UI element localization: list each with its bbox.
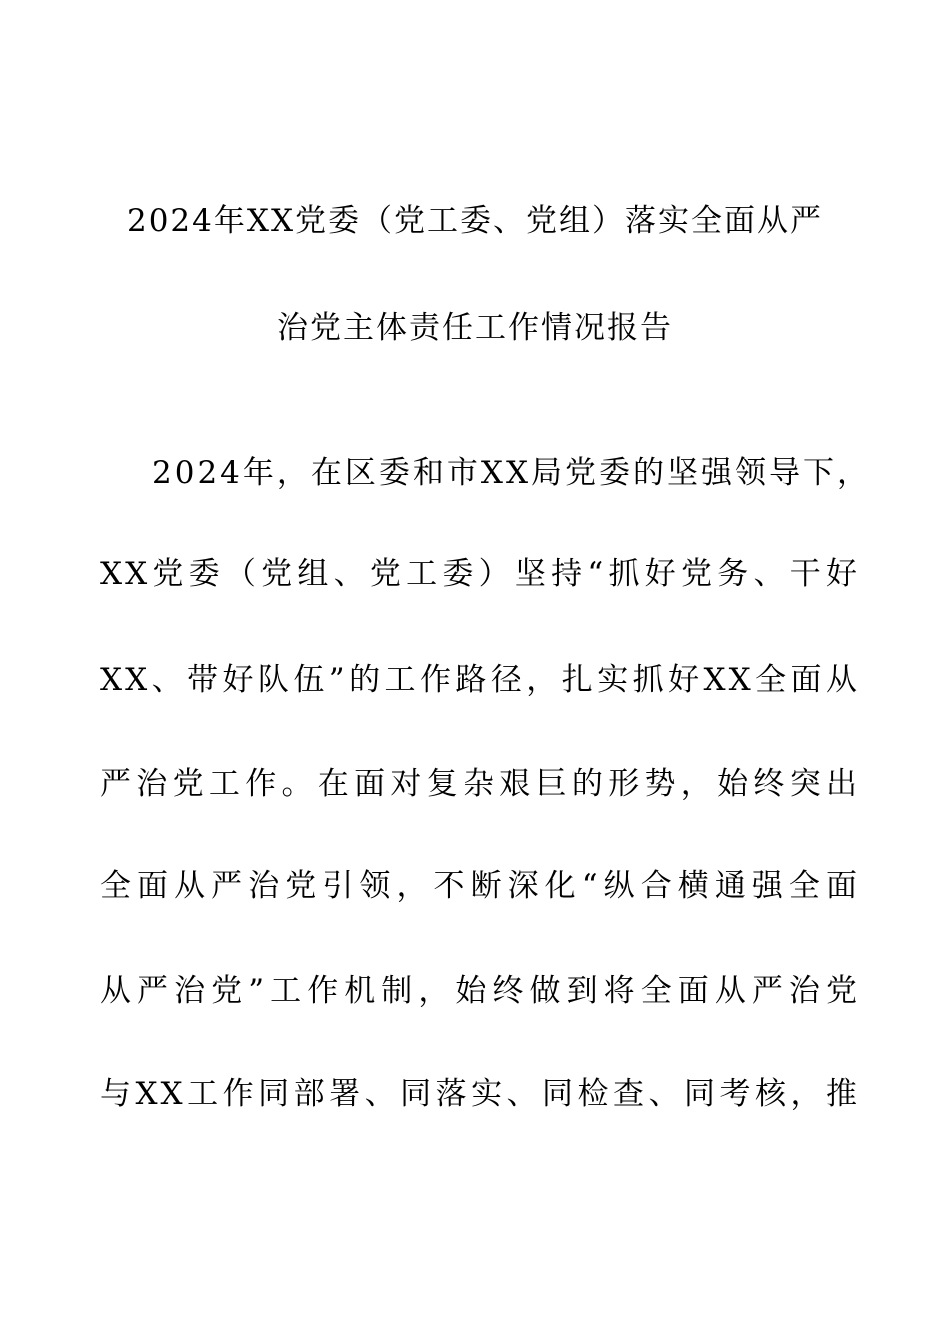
document-title-line-2: 治党主体责任工作情况报告 [277,310,673,346]
body-line-6: 从严治党”工作机制，始终做到将全面从严治党 [100,973,860,1009]
body-line-4: 严治党工作。在面对复杂艰巨的形势，始终突出 [100,766,860,802]
body-line-7: 与XX工作同部署、同落实、同检查、同考核，推 [100,1076,860,1112]
document-title-line-1: 2024年XX党委（党工委、党组）落实全面从严 [126,203,824,239]
body-line-3: XX、带好队伍”的工作路径，扎实抓好XX全面从 [100,662,860,698]
body-line-1: 2024年，在区委和市XX局党委的坚强领导下， [152,455,872,491]
body-line-5: 全面从严治党引领，不断深化“纵合横通强全面 [100,868,860,904]
body-line-2: XX党委（党组、党工委）坚持“抓好党务、干好 [100,556,860,592]
